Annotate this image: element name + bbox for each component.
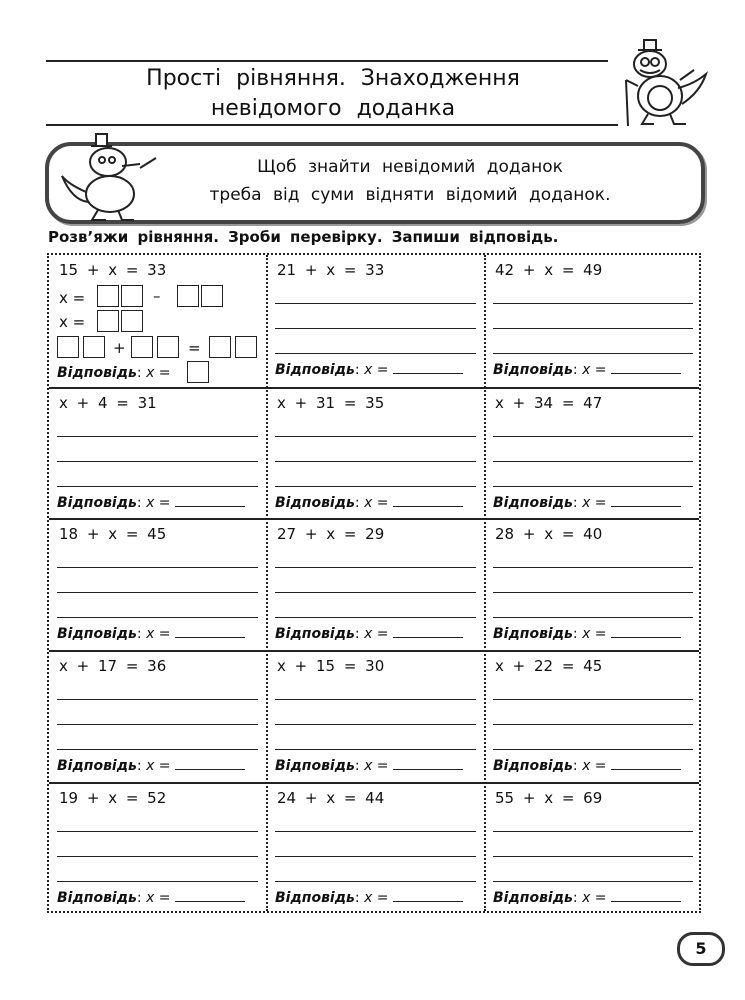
answer-row: Відповідь: x =	[493, 757, 693, 774]
equation-cell	[485, 651, 701, 782]
answer-label: Відповідь	[57, 626, 137, 642]
answer-row: Відповідь: x =	[275, 757, 476, 774]
equation-cell	[485, 255, 701, 386]
answer-var: x =	[582, 758, 607, 774]
writing-line[interactable]	[275, 724, 476, 725]
answer-box[interactable]	[121, 310, 143, 332]
title-bottom-rule	[46, 124, 618, 126]
writing-line[interactable]	[275, 831, 476, 832]
writing-line[interactable]	[493, 592, 693, 593]
answer-var: x =	[582, 626, 607, 642]
writing-line[interactable]	[57, 567, 258, 568]
writing-line[interactable]	[493, 303, 693, 304]
writing-line[interactable]	[275, 567, 476, 568]
answer-box[interactable]	[187, 361, 209, 383]
writing-line[interactable]	[275, 699, 476, 700]
answer-var: x =	[582, 495, 607, 511]
equation-text: 28 + x = 40	[495, 525, 603, 543]
answer-label: Відповідь	[57, 890, 137, 906]
answer-label: Відповідь	[275, 890, 355, 906]
equation-text: 55 + x = 69	[495, 789, 603, 807]
answer-row: Відповідь: x =	[493, 361, 693, 378]
answer-row: Відповідь: x =	[275, 494, 476, 511]
equation-text: 21 + x = 33	[277, 261, 385, 279]
answer-box[interactable]	[97, 285, 119, 307]
equation-text: x + 34 = 47	[495, 394, 603, 412]
writing-line[interactable]	[493, 436, 693, 437]
rule-line-2: треба від суми відняти відомий доданок.	[209, 185, 611, 205]
writing-line[interactable]	[57, 831, 258, 832]
answer-label: Відповідь	[57, 365, 137, 381]
equation-cell	[49, 651, 266, 782]
answer-row: Відповідь: x =	[57, 365, 171, 381]
equation-cell	[49, 519, 266, 650]
answer-blank[interactable]	[611, 889, 681, 902]
equation-text: x + 17 = 36	[59, 657, 167, 675]
writing-line[interactable]	[493, 353, 693, 354]
answer-box[interactable]	[97, 310, 119, 332]
writing-line[interactable]	[493, 617, 693, 618]
writing-line[interactable]	[493, 567, 693, 568]
answer-box[interactable]	[235, 336, 257, 358]
equation-cell	[485, 519, 701, 650]
answer-var: x =	[582, 890, 607, 906]
answer-var: x =	[146, 890, 171, 906]
writing-line[interactable]	[275, 328, 476, 329]
answer-blank[interactable]	[393, 757, 463, 770]
answer-box[interactable]	[209, 336, 231, 358]
equation-cell	[485, 388, 701, 519]
answer-row: Відповідь: x =	[57, 625, 258, 642]
dinosaur-mascot-icon	[612, 34, 712, 134]
answer-box[interactable]	[201, 285, 223, 307]
equation-text: 15 + x = 33	[59, 261, 167, 279]
answer-box[interactable]	[121, 285, 143, 307]
answer-label: Відповідь	[493, 362, 573, 378]
writing-line[interactable]	[57, 486, 258, 487]
answer-label: Відповідь	[493, 758, 573, 774]
writing-line[interactable]	[493, 881, 693, 882]
answer-var: x =	[146, 626, 171, 642]
answer-row: Відповідь: x =	[493, 889, 693, 906]
page-title-line-1: Прості рівняння. Знаходження	[146, 66, 520, 91]
example-x-label: x =	[59, 289, 86, 307]
writing-line[interactable]	[275, 303, 476, 304]
writing-line[interactable]	[493, 724, 693, 725]
writing-line[interactable]	[493, 831, 693, 832]
equation-text: x + 31 = 35	[277, 394, 385, 412]
writing-line[interactable]	[57, 592, 258, 593]
writing-line[interactable]	[275, 856, 476, 857]
answer-row: Відповідь: x =	[493, 494, 693, 511]
answer-blank[interactable]	[393, 889, 463, 902]
answer-box[interactable]	[131, 336, 153, 358]
answer-blank[interactable]	[611, 494, 681, 507]
writing-line[interactable]	[275, 461, 476, 462]
answer-blank[interactable]	[175, 757, 245, 770]
answer-box[interactable]	[177, 285, 199, 307]
equation-cell	[267, 255, 484, 386]
answer-var: x =	[582, 362, 607, 378]
equation-cell	[49, 783, 266, 914]
answer-var: x =	[146, 365, 171, 381]
writing-line[interactable]	[493, 461, 693, 462]
equation-text: 19 + x = 52	[59, 789, 167, 807]
answer-row: Відповідь: x =	[493, 625, 693, 642]
answer-label: Відповідь	[275, 495, 355, 511]
equals-sign: =	[188, 339, 201, 357]
answer-blank[interactable]	[393, 625, 463, 638]
answer-blank[interactable]	[393, 361, 463, 374]
answer-row: Відповідь: x =	[275, 361, 476, 378]
instruction: Розв’яжи рівняння. Зроби перевірку. Запиши відповідь.	[48, 228, 559, 246]
writing-line[interactable]	[275, 436, 476, 437]
answer-label: Відповідь	[493, 626, 573, 642]
writing-line[interactable]	[275, 592, 476, 593]
page-number: 5	[677, 932, 725, 966]
writing-line[interactable]	[275, 617, 476, 618]
answer-var: x =	[364, 626, 389, 642]
answer-row: Відповідь: x =	[275, 625, 476, 642]
answer-row: Відповідь: x =	[57, 757, 258, 774]
writing-line[interactable]	[57, 461, 258, 462]
answer-blank[interactable]	[175, 494, 245, 507]
answer-label: Відповідь	[275, 626, 355, 642]
writing-line[interactable]	[57, 724, 258, 725]
answer-label: Відповідь	[275, 758, 355, 774]
writing-line[interactable]	[275, 881, 476, 882]
plus-sign: +	[113, 339, 126, 357]
answer-var: x =	[364, 758, 389, 774]
writing-line[interactable]	[493, 856, 693, 857]
answer-box[interactable]	[83, 336, 105, 358]
equations-grid	[47, 253, 701, 913]
writing-line[interactable]	[57, 699, 258, 700]
answer-blank[interactable]	[393, 494, 463, 507]
title-top-rule	[46, 60, 608, 62]
answer-blank[interactable]	[611, 757, 681, 770]
answer-row: Відповідь: x =	[57, 494, 258, 511]
equation-cell	[485, 783, 701, 914]
equation-text: x + 15 = 30	[277, 657, 385, 675]
equation-text: 24 + x = 44	[277, 789, 385, 807]
answer-blank[interactable]	[175, 625, 245, 638]
page-title-line-2: невідомого доданка	[210, 96, 456, 121]
writing-line[interactable]	[275, 749, 476, 750]
answer-box[interactable]	[57, 336, 79, 358]
equation-cell	[267, 651, 484, 782]
equation-text: x + 22 = 45	[495, 657, 603, 675]
answer-var: x =	[364, 495, 389, 511]
equation-cell	[49, 255, 266, 386]
equation-text: x + 4 = 31	[59, 394, 157, 412]
writing-line[interactable]	[57, 856, 258, 857]
writing-line[interactable]	[57, 881, 258, 882]
answer-var: x =	[146, 758, 171, 774]
writing-line[interactable]	[275, 486, 476, 487]
equation-text: 27 + x = 29	[277, 525, 385, 543]
equation-cell	[267, 519, 484, 650]
answer-box[interactable]	[157, 336, 179, 358]
answer-blank[interactable]	[611, 361, 681, 374]
minus-sign: –	[153, 287, 161, 305]
writing-line[interactable]	[493, 699, 693, 700]
writing-line[interactable]	[57, 617, 258, 618]
answer-var: x =	[364, 362, 389, 378]
answer-row: Відповідь: x =	[57, 889, 258, 906]
answer-blank[interactable]	[175, 889, 245, 902]
answer-label: Відповідь	[57, 758, 137, 774]
answer-blank[interactable]	[611, 625, 681, 638]
equation-cell	[267, 783, 484, 914]
writing-line[interactable]	[57, 436, 258, 437]
answer-label: Відповідь	[493, 890, 573, 906]
answer-row: Відповідь: x =	[275, 889, 476, 906]
writing-line[interactable]	[493, 749, 693, 750]
equation-text: 42 + x = 49	[495, 261, 603, 279]
equation-cell	[49, 388, 266, 519]
answer-label: Відповідь	[57, 495, 137, 511]
answer-var: x =	[146, 495, 171, 511]
equation-cell	[267, 388, 484, 519]
answer-label: Відповідь	[275, 362, 355, 378]
answer-var: x =	[364, 890, 389, 906]
rule-line-1: Щоб знайти невідомий доданок	[257, 157, 563, 177]
writing-line[interactable]	[493, 328, 693, 329]
writing-line[interactable]	[493, 486, 693, 487]
example-x-label: x =	[59, 313, 86, 331]
writing-line[interactable]	[57, 749, 258, 750]
answer-label: Відповідь	[493, 495, 573, 511]
writing-line[interactable]	[275, 353, 476, 354]
equation-text: 18 + x = 45	[59, 525, 167, 543]
